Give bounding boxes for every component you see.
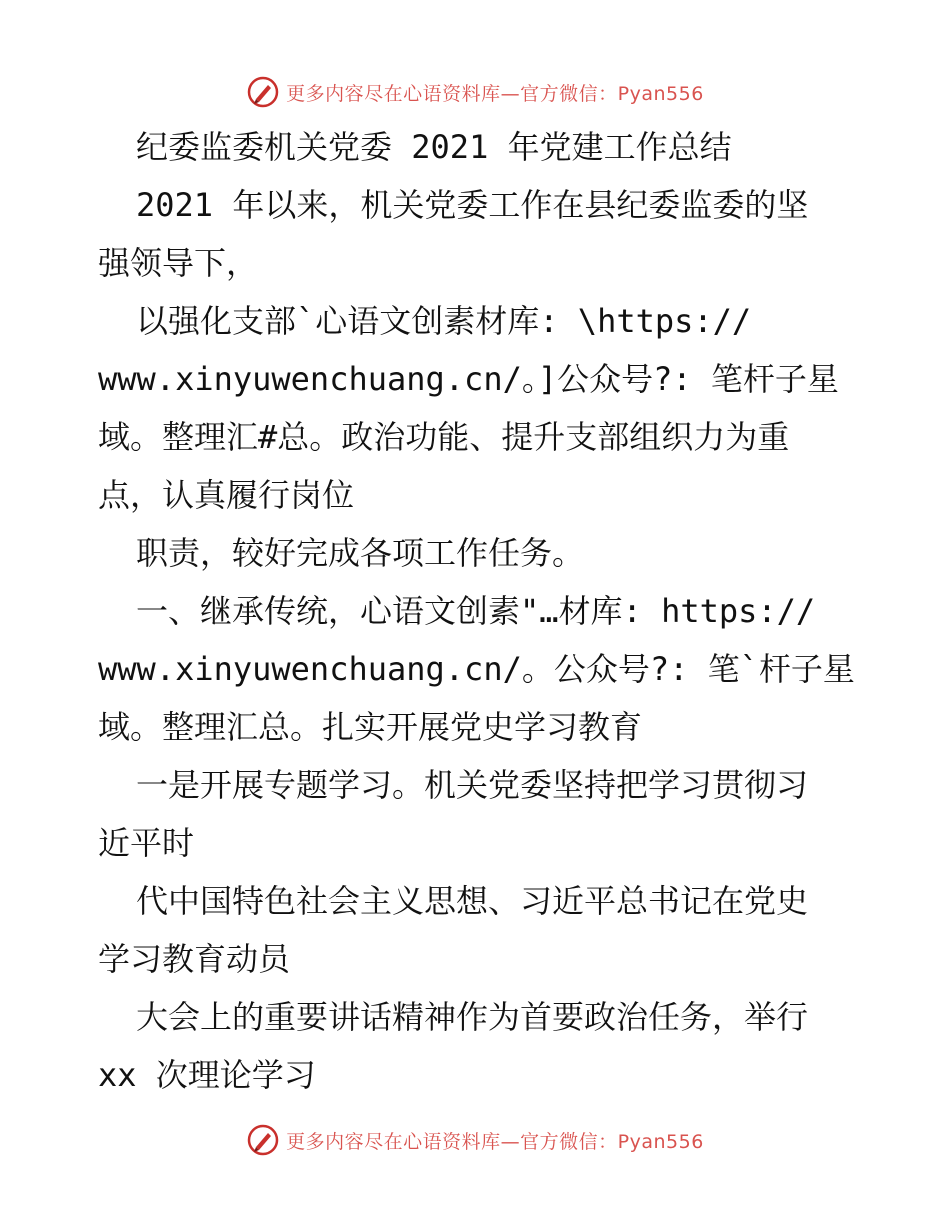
paragraph-line: 2021 年以来，机关党委工作在县纪委监委的坚 [136, 186, 809, 224]
paragraph-line: 强领导下， [98, 244, 259, 282]
paragraph-line: 大会上的重要讲话精神作为首要政治任务，举行 [136, 998, 809, 1036]
section-heading: 一、继承传统，心语文创素"…材库: https:// [136, 592, 816, 630]
paragraph-line: 代中国特色社会主义思想、习近平总书记在党史 [136, 882, 809, 920]
watermark-text: 更多内容尽在心语资料库—官方微信：Pyan556 [286, 1130, 704, 1153]
document-body [98, 118, 858, 1104]
paragraph-line: www.xinyuwenchuang.cn/。]公众号?: 笔杆子星 [98, 360, 839, 398]
paragraph-line: 学习教育动员 [98, 940, 291, 978]
paragraph-line: 域。整理汇#总。政治功能、提升支部组织力为重 [98, 418, 790, 456]
paragraph-line: 近平时 [98, 824, 195, 862]
paragraph-line: 域。整理汇总。扎实开展党史学习教育 [98, 708, 643, 746]
watermark-banner-bottom [0, 1118, 950, 1162]
pen-logo-icon [246, 1123, 280, 1157]
watermark-banner-top [0, 70, 950, 114]
paragraph-line: xx 次理论学习 [98, 1056, 316, 1094]
paragraph-line: www.xinyuwenchuang.cn/。公众号?: 笔`杆子星 [98, 650, 855, 688]
watermark-text: 更多内容尽在心语资料库—官方微信：Pyan556 [286, 82, 704, 105]
pen-logo-icon [246, 75, 280, 109]
paragraph-line: 职责，较好完成各项工作任务。 [136, 534, 585, 572]
paragraph-line: 以强化支部`心语文创素材库: \https:// [136, 302, 752, 340]
paragraph-line: 点，认真履行岗位 [98, 476, 355, 514]
paragraph-line: 一是开展专题学习。机关党委坚持把学习贯彻习 [136, 766, 809, 804]
document-title: 纪委监委机关党委 2021 年党建工作总结 [136, 128, 732, 166]
